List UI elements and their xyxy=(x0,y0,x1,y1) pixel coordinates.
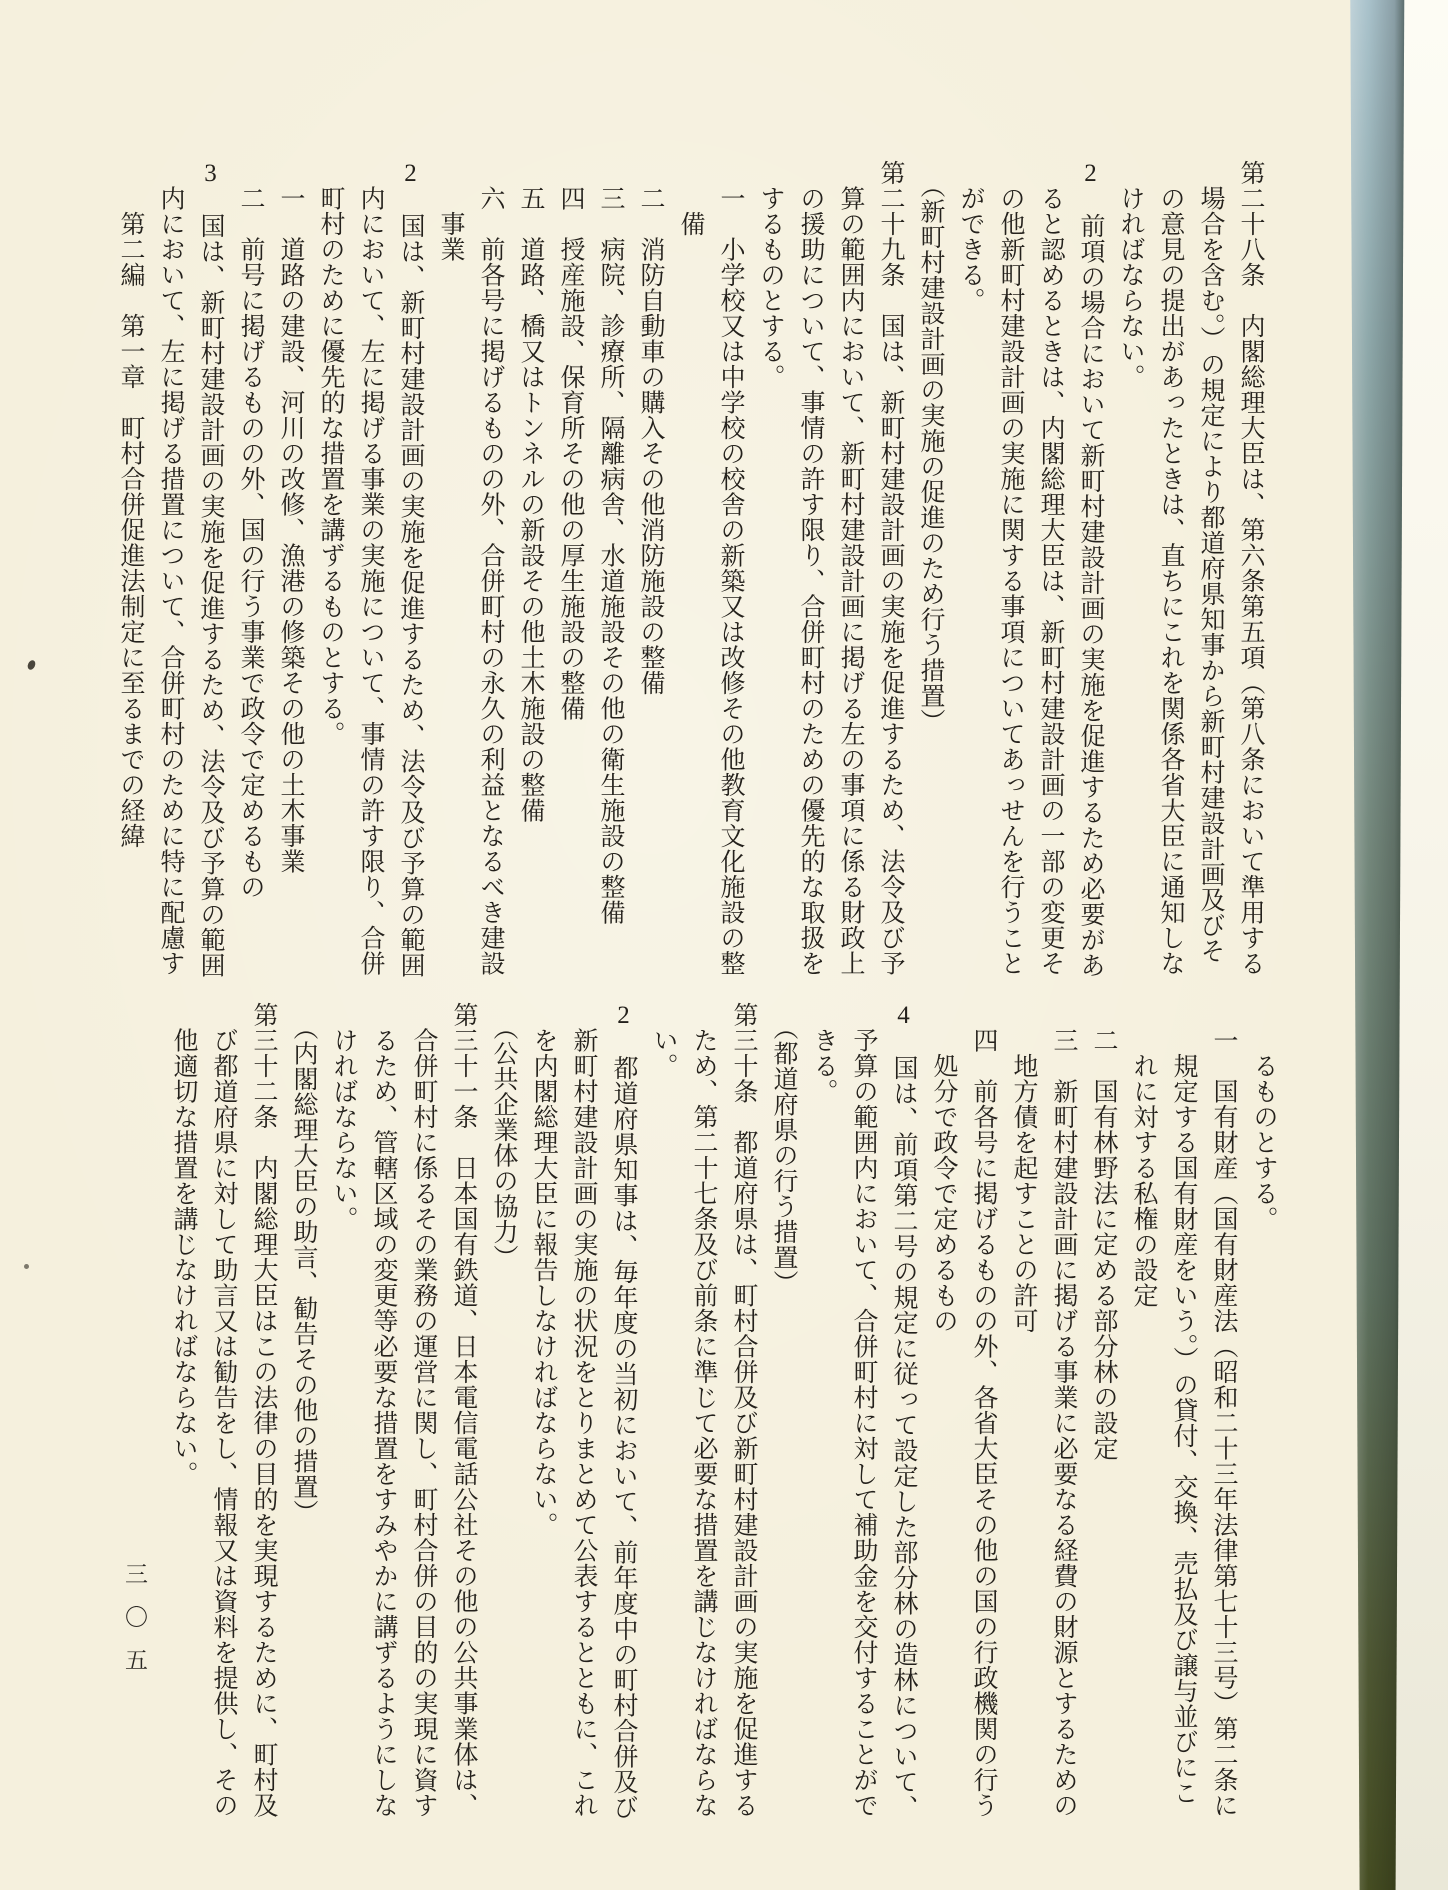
text-column: 他適切な措置を講じなければならない。 xyxy=(170,1002,197,1487)
text-column: 二 消防自動車の購入その他消防施設の整備 xyxy=(637,160,664,696)
running-head-column: 第二編 第一章 町村合併促進法制定に至るまでの経緯 xyxy=(117,160,144,849)
text-column: きる。 xyxy=(810,1002,837,1104)
text-column: 予算の範囲内において、合併町村に対して補助金を交付することがで xyxy=(850,1002,877,1818)
text-column: の他新町村建設計画の実施に関する事項についてあっせんを行うこと xyxy=(997,160,1024,976)
text-column: 五 道路、橋又はトンネルの新設その他土木施設の整備 xyxy=(517,160,544,823)
text-column: 内において、左に掲げる事業の実施について、事情の許す限り、合併 xyxy=(357,160,384,976)
text-column: 二 国有林野法に定める部分林の設定 xyxy=(1090,1002,1117,1461)
text-column: の意見の提出があったときは、直ちにこれを関係各省大臣に通知しな xyxy=(1157,160,1184,976)
statute-text-bottom-block xyxy=(163,1002,1283,1862)
text-column: るものとする。 xyxy=(1250,1002,1277,1232)
text-column: 町村のために優先的な措置を講ずるものとする。 xyxy=(317,160,344,747)
text-column: 一 道路の建設、河川の改修、漁港の修築その他の土木事業 xyxy=(277,160,304,874)
text-column: 一 国有財産（国有財産法（昭和二十三年法律第七十三号）第二条に xyxy=(1210,1002,1237,1818)
text-column: 新町村建設計画の実施の状況をとりまとめて公表するとともに、これ xyxy=(570,1002,597,1818)
text-column: 2 前項の場合において新町村建設計画の実施を促進するため必要があ xyxy=(1077,160,1104,978)
text-column: 第三十二条 内閣総理大臣はこの法律の目的を実現するために、町村及 xyxy=(250,1002,277,1818)
text-column: 事業 xyxy=(437,160,464,262)
text-column: （内閣総理大臣の助言、勧告その他の措置） xyxy=(290,1002,317,1525)
text-column: 規定する国有財産をいう。）の貸付、交換、売払及び譲与並びにこ xyxy=(1170,1002,1197,1806)
text-column: 3 国は、新町村建設計画の実施を促進するため、法令及び予算の範囲 xyxy=(197,160,224,978)
page-number: 三〇五 xyxy=(122,1562,147,1691)
text-column: 場合を含む。）の規定により都道府県知事から新町村建設計画及びそ xyxy=(1197,160,1224,964)
text-column: ができる。 xyxy=(957,160,984,313)
text-column: るため、管轄区域の変更等必要な措置をすみやかに講ずるようにしな xyxy=(370,1002,397,1818)
text-column: 合併町村に係るその業務の運営に関し、町村合併の目的の実現に資す xyxy=(410,1002,437,1818)
text-column: び都道府県に対して助言又は勧告をし、情報又は資料を提供し、その xyxy=(210,1002,237,1818)
text-column: するものとする。 xyxy=(757,160,784,390)
text-column: ければならない。 xyxy=(330,1002,357,1232)
text-column: 四 前各号に掲げるものの外、各省大臣その他の国の行政機関の行う xyxy=(970,1002,997,1818)
text-column: 六 前各号に掲げるものの外、合併町村の永久の利益となるべき建設 xyxy=(477,160,504,976)
text-column: 三 病院、診療所、隔離病舎、水道施設その他の衛生施設の整備 xyxy=(597,160,624,925)
text-column: 第三十条 都道府県は、町村合併及び新町村建設計画の実施を促進する xyxy=(730,1002,757,1818)
text-column: 四 授産施設、保育所その他の厚生施設の整備 xyxy=(557,160,584,721)
text-column: 地方債を起すことの許可 xyxy=(1010,1002,1037,1334)
text-column: ため、第二十七条及び前条に準じて必要な措置を講じなければならな xyxy=(690,1002,717,1818)
ink-speck xyxy=(24,1264,29,1269)
text-column: 第三十一条 日本国有鉄道、日本電信電話公社その他の公共事業体は、 xyxy=(450,1002,477,1818)
text-column: 内において、左に掲げる措置について、合併町村のために特に配慮す xyxy=(157,160,184,976)
text-column: 備 xyxy=(677,160,704,237)
text-column: 一 小学校又は中学校の校舎の新築又は改修その他教育文化施設の整 xyxy=(717,160,744,976)
text-column: ければならない。 xyxy=(1117,160,1144,390)
text-column: 三 新町村建設計画に掲げる事業に必要なる経費の財源とするための xyxy=(1050,1002,1077,1818)
text-column: れに対する私権の設定 xyxy=(1130,1002,1157,1308)
text-column: 二 前号に掲げるものの外、国の行う事業で政令で定めるもの xyxy=(237,160,264,900)
text-column: 2 国は、新町村建設計画の実施を促進するため、法令及び予算の範囲 xyxy=(397,160,424,978)
text-column: 処分で政令で定めるもの xyxy=(930,1002,957,1334)
text-column: 4 国は、前項第二号の規定に従って設定した部分林の造林について、 xyxy=(890,1002,917,1820)
text-column: 第二十八条 内閣総理大臣は、第六条第五項（第八条において準用する xyxy=(1237,160,1264,976)
text-column: ると認めるときは、内閣総理大臣は、新町村建設計画の一部の変更そ xyxy=(1037,160,1064,976)
text-column: （公共企業体の協力） xyxy=(490,1002,517,1270)
text-column: い。 xyxy=(650,1002,677,1079)
text-column: 算の範囲内において、新町村建設計画に掲げる左の事項に係る財政上 xyxy=(837,160,864,976)
text-column: （新町村建設計画の実施の促進のため行う措置） xyxy=(917,160,944,734)
text-column: 第二十九条 国は、新町村建設計画の実施を促進するため、法令及び予 xyxy=(877,160,904,976)
text-column: 2 都道府県知事は、毎年度の当初において、前年度中の町村合併及び xyxy=(610,1002,637,1820)
text-column: （都道府県の行う措置） xyxy=(770,1002,797,1296)
text-column: を内閣総理大臣に報告しなければならない。 xyxy=(530,1002,557,1538)
statute-text-top-block xyxy=(110,160,1270,1040)
text-column: の援助について、事情の許す限り、合併町村のための優先的な取扱を xyxy=(797,160,824,976)
ink-speck xyxy=(26,659,37,671)
